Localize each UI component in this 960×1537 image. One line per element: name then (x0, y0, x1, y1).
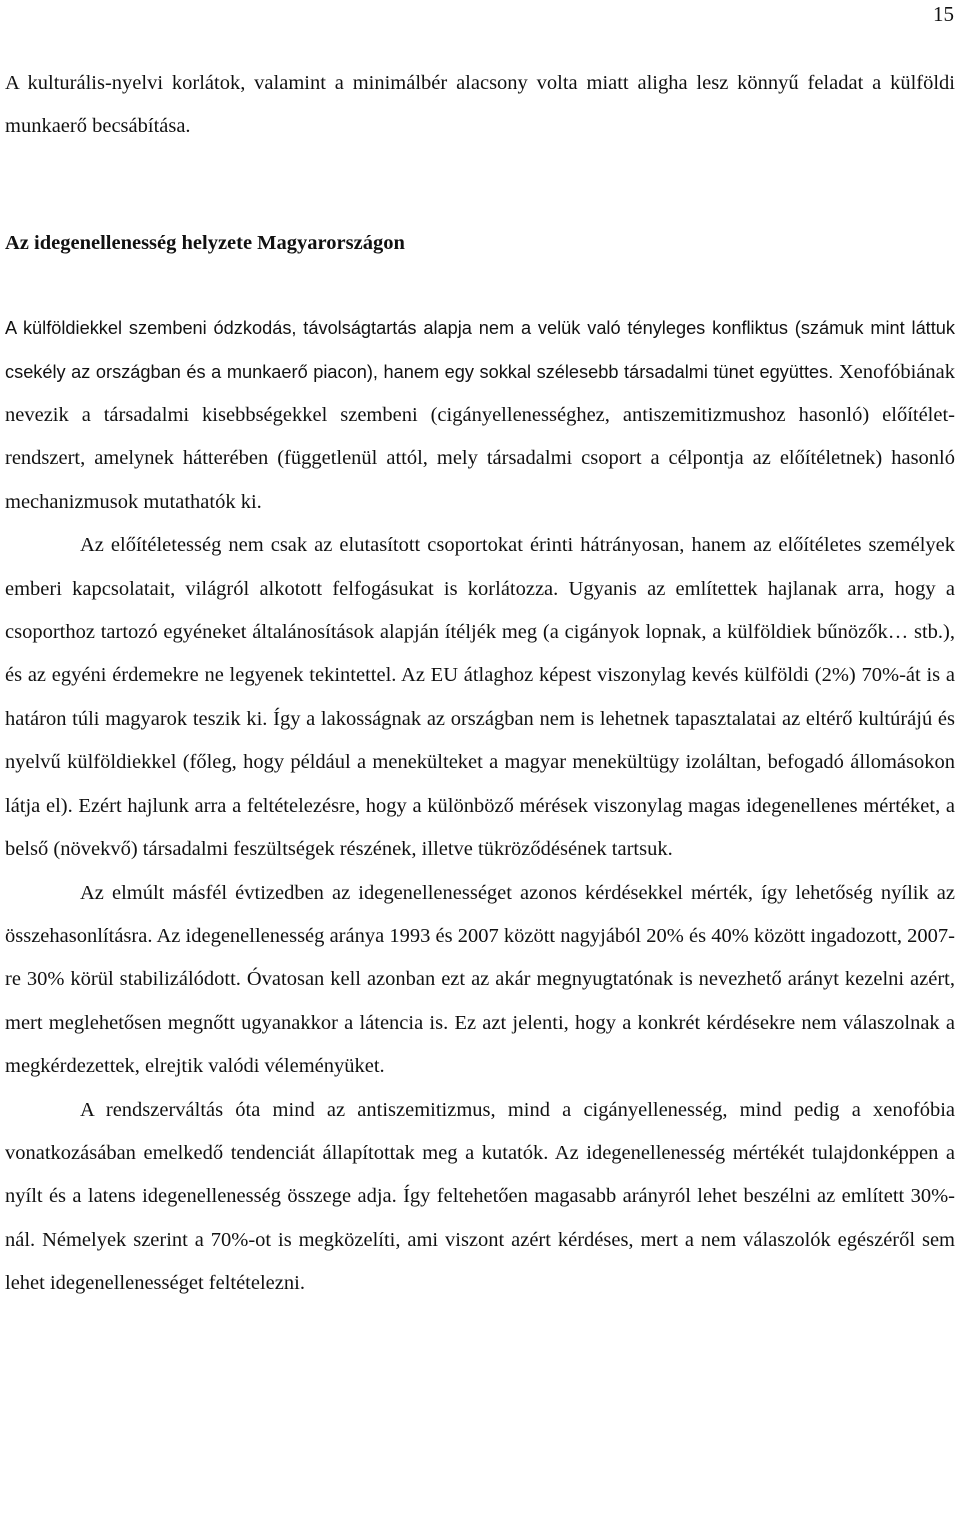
section-spacer (5, 149, 955, 222)
page-body (5, 62, 955, 1306)
paragraph-xenophobia-serif-text: Xenofóbiának nevezik a társadalmi kisebbségekkel szembeni (cigányellenességhez, antiszemitizmushoz hasonló) előítélet-rendszert, amelynek hátterében (függetlenül attól, mely társadalmi csoport a célpontja az előítéletnek) hasonló mechanizmusok mutathatók ki. (5, 360, 956, 513)
paragraph-measurement: Az elmúlt másfél évtizedben az idegenellenességet azonos kérdésekkel mérték, így lehetőség nyílik az összehasonlításra. Az idegenellenesség aránya 1993 és 2007 között nagyjából 20% és 40% között ingadozott, 2007-re 30% körül stabilizálódott. Óvatosan kell azonban ezt az akár megnyugtatónak is nevezhető arányt kezelni azért, mert meglehetősen megnőtt ugyanakkor a látencia is. Ez azt jelenti, hogy a konkrét kérdésekre nem válaszolnak a megkérdezettek, elrejtik valódi véleményüket. (5, 881, 955, 1078)
paragraph-xenophobia-sans-text: A külföldiekkel szembeni ódzkodás, távolságtartás alapja nem a velük való tényleges konfliktus (számuk mint láttuk csekély az országban és a munkaerő piacon), hanem egy sokkal szélesebb társadalmi tünet együttes. (5, 318, 955, 382)
intro-paragraph: A kulturális-nyelvi korlátok, valamint a minimálbér alacsony volta miatt aligha lesz könnyű feladat a külföldi munkaerő becsábítása. (5, 72, 955, 138)
paragraph-tendency: A rendszerváltás óta mind az antiszemitizmus, mind a cigányellenesség, mind pedig a xenofóbia vonatkozásában emelkedő tendenciát állapítottak meg a kutatók. Az idegenellenesség mértékét tulajdonképpen a nyílt és a latens idegenellenesség összege adja. Így feltehetően magasabb arányról lehet beszélni az említett 30%-nál. Némelyek szerint a 70%-ot is megközelíti, ami viszont azért kérdéses, mert a nem válaszolók egészéről sem lehet idegenellenességet feltételezni. (5, 1098, 955, 1295)
paragraph-prejudice: Az előítéletesség nem csak az elutasított csoportokat érinti hátrányosan, hanem az előítéletes személyek emberi kapcsolatait, világról alkotott felfogásukat is korlátozza. Ugyanis az említettek hajlanak arra, hogy a csoporthoz tartozó egyéneket általánosítások alapján ítéljék meg (a cigányok lopnak, a külföldiek bűnözők… stb.), és az egyéni érdemekre ne legyenek tekintettel. Az EU átlaghoz képest viszonylag kevés külföldi (2%) 70%-át is a határon túli magyarok teszik ki. Így a lakosságnak az országban nem is lehetnek tapasztalatai az eltérő kultúrájú és nyelvű külföldiekkel (főleg, hogy például a menekülteket a magyar menekültügy izoláltan, befogadó állomásokon látja el). Ezért hajlunk arra a feltételezésre, hogy a különböző mérések viszonylag magas idegenellenes mértéket, a belső (növekvő) társadalmi feszültségek részének, illetve tükröződésének tartsuk. (5, 534, 955, 861)
paragraph-xenophobia (5, 307, 955, 524)
section-heading: Az idegenellenesség helyzete Magyarországon (5, 231, 405, 254)
heading-spacer (5, 265, 955, 307)
page-number: 15 (933, 2, 954, 26)
